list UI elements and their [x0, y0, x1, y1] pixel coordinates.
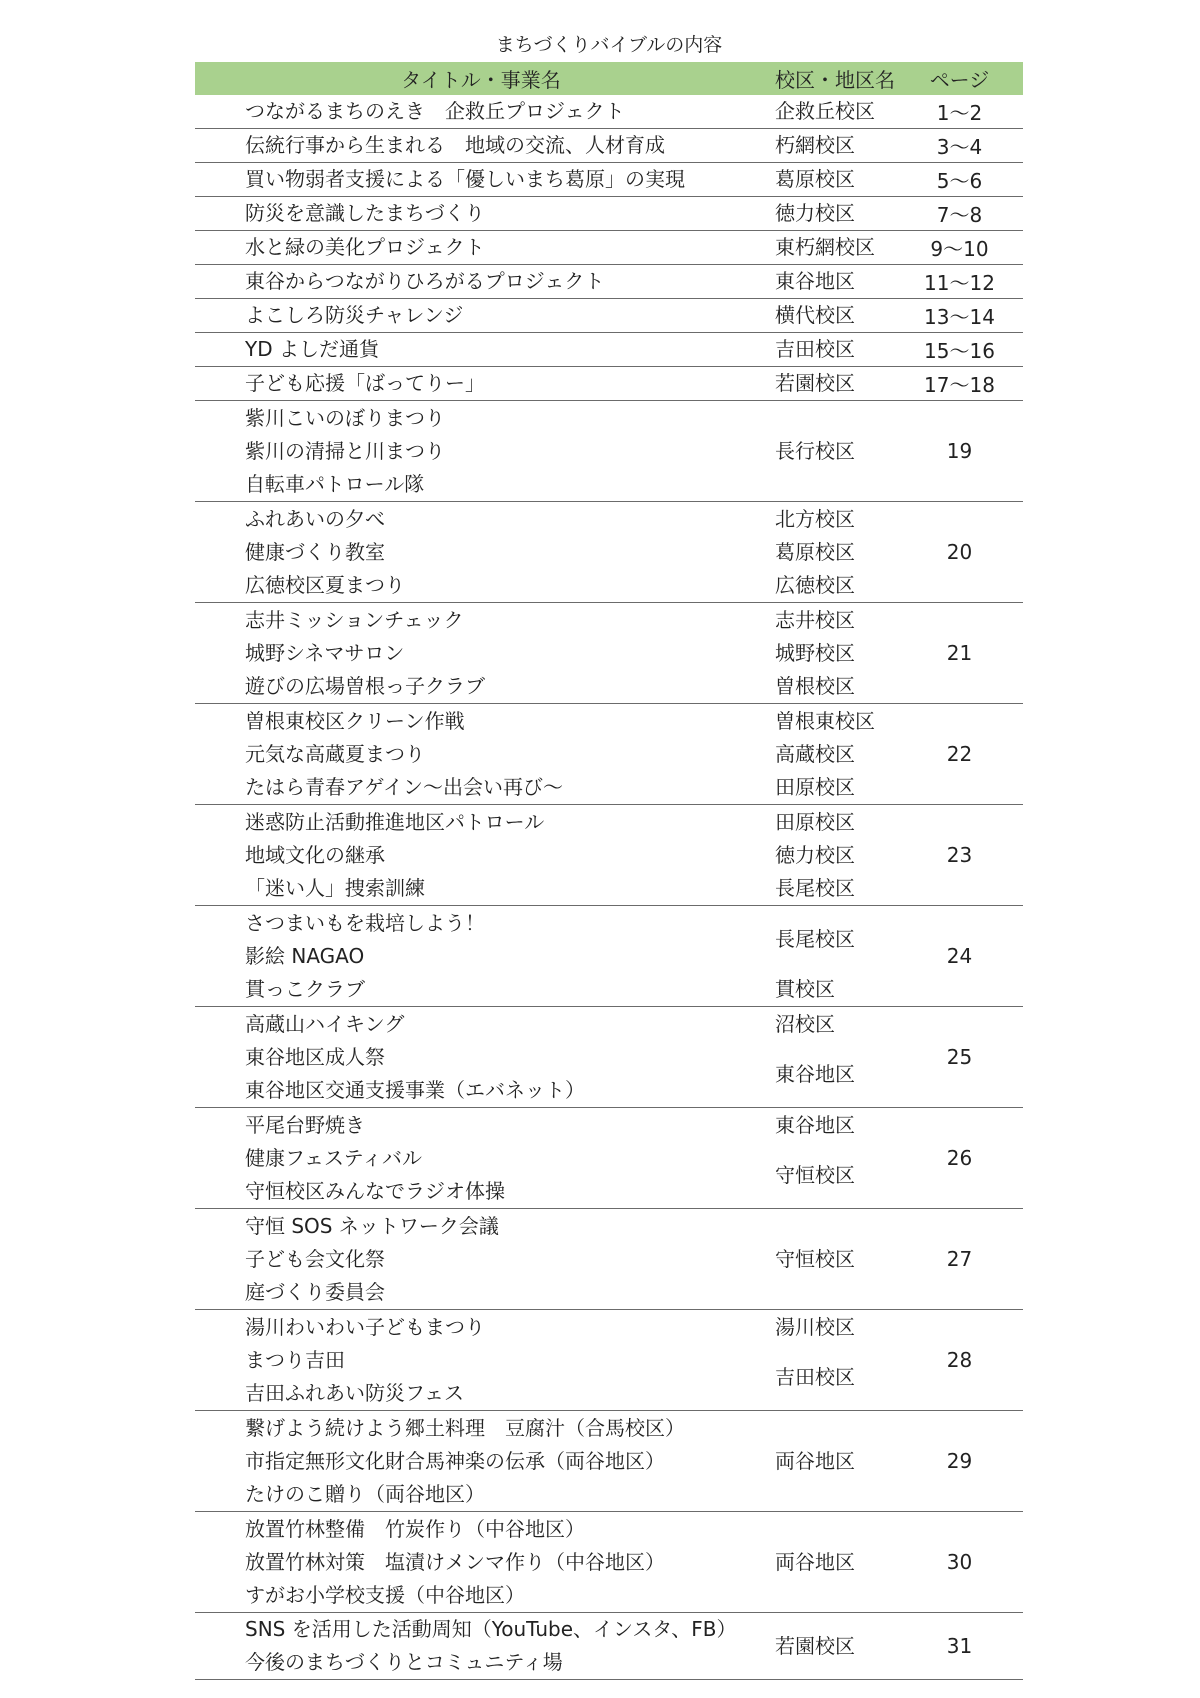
title-cell [195, 1310, 767, 1411]
district-cell [767, 1108, 896, 1209]
project-title: 紫川こいのぼりまつり [245, 405, 445, 430]
page-cell [896, 333, 1023, 367]
district-name: 横代校区 [775, 303, 855, 327]
district-name: 東谷地区 [775, 269, 855, 293]
project-title: 市指定無形文化財合馬神楽の伝承（両谷地区） [245, 1448, 665, 1473]
title-cell [195, 95, 767, 129]
project-title: つながるまちのえき 企救丘プロジェクト [245, 99, 625, 123]
page-number: 24 [946, 944, 973, 968]
page-cell [896, 1108, 1023, 1209]
district-name: 両谷地区 [775, 1550, 855, 1574]
district-name: 長尾校区 [775, 875, 855, 900]
page-cell [896, 367, 1023, 401]
title-cell [195, 502, 767, 603]
project-title: 防災を意識したまちづくり [245, 201, 485, 225]
table-row [195, 197, 1023, 231]
page-cell [896, 502, 1023, 603]
district-cell [767, 1411, 896, 1512]
project-title: 守恒 SOS ネットワーク会議 [245, 1213, 499, 1238]
district-name: 長行校区 [775, 439, 855, 463]
page-cell [896, 704, 1023, 805]
page-number: 15～16 [924, 339, 995, 363]
title-cell [195, 704, 767, 805]
title-cell [195, 1411, 767, 1512]
project-title: 元気な高蔵夏まつり [245, 741, 425, 766]
title-cell [195, 197, 767, 231]
page-number: 26 [946, 1146, 973, 1170]
title-cell [195, 265, 767, 299]
page-cell [896, 197, 1023, 231]
district-name: 企救丘校区 [775, 99, 875, 123]
district-cell [767, 1007, 896, 1108]
district-cell [767, 704, 896, 805]
title-cell [195, 906, 767, 1007]
project-title: 高蔵山ハイキング [245, 1011, 405, 1036]
project-title: YD よしだ通貨 [245, 337, 379, 361]
project-title: 地域文化の継承 [245, 842, 385, 867]
district-name: 東朽網校区 [775, 235, 875, 259]
project-title: SNS を活用した活動周知（YouTube、インスタ、FB） [245, 1617, 737, 1641]
page-number: 19 [946, 439, 973, 463]
contents-table [195, 62, 1023, 1680]
table-row [195, 1411, 1023, 1512]
project-title: 健康フェスティバル [245, 1145, 422, 1170]
page-cell [896, 1310, 1023, 1411]
project-title: 子ども応援「ばってりー」 [245, 371, 485, 395]
page-number: 17～18 [924, 373, 995, 397]
table-row [195, 805, 1023, 906]
page-number: 25 [946, 1045, 973, 1069]
project-title: 繋げよう続けよう郷土料理 豆腐汁（合馬校区） [245, 1415, 685, 1440]
title-cell [195, 401, 767, 502]
district-cell [767, 129, 896, 163]
project-title: 「迷い人」捜索訓練 [245, 875, 425, 900]
table-row [195, 367, 1023, 401]
project-title: 守恒校区みんなでラジオ体操 [245, 1178, 505, 1203]
district-name: 田原校区 [775, 809, 855, 834]
project-title: 今後のまちづくりとコミュニティ場 [245, 1650, 563, 1674]
project-title: 自転車パトロール隊 [245, 471, 425, 496]
project-title: 遊びの広場曽根っ子クラブ [245, 673, 485, 698]
table-row [195, 95, 1023, 129]
project-title: 迷惑防止活動推進地区パトロール [245, 809, 545, 834]
page-cell [896, 603, 1023, 704]
title-cell [195, 231, 767, 265]
district-cell [767, 1613, 896, 1680]
district-cell [767, 603, 896, 704]
district-cell [767, 805, 896, 906]
page-cell [896, 163, 1023, 197]
district-name: 朽網校区 [775, 133, 855, 157]
project-title: 買い物弱者支援による「優しいまち葛原」の実現 [245, 167, 685, 191]
project-title: 曽根東校区クリーン作戦 [245, 708, 465, 733]
title-cell [195, 367, 767, 401]
table-row [195, 333, 1023, 367]
district-cell [767, 401, 896, 502]
page-number: 28 [946, 1348, 973, 1372]
table-row [195, 1108, 1023, 1209]
district-cell [767, 502, 896, 603]
page-cell [896, 805, 1023, 906]
page-number: 13～14 [924, 305, 995, 329]
page-number: 9～10 [930, 237, 989, 261]
title-cell [195, 163, 767, 197]
district-name: 広徳校区 [775, 572, 855, 597]
project-title: 吉田ふれあい防災フェス [245, 1380, 464, 1405]
district-cell [767, 163, 896, 197]
page-cell [896, 1613, 1023, 1680]
table-caption: まちづくりバイブルの内容 [495, 34, 723, 56]
title-cell [195, 1209, 767, 1310]
district-name: 吉田校区 [775, 1364, 855, 1389]
project-title: すがお小学校支援（中谷地区） [245, 1582, 525, 1607]
district-cell [767, 367, 896, 401]
page-cell [896, 1411, 1023, 1512]
header-page: ページ [896, 62, 1023, 95]
page-cell [896, 129, 1023, 163]
page-cell [896, 231, 1023, 265]
page-number: 11～12 [924, 271, 995, 295]
district-name: 若園校区 [775, 1634, 855, 1658]
district-name: 葛原校区 [775, 167, 855, 191]
page-cell [896, 1209, 1023, 1310]
district-name: 湯川校区 [775, 1314, 855, 1339]
title-cell [195, 1613, 767, 1680]
project-title: 子ども会文化祭 [245, 1246, 385, 1271]
district-name: 田原校区 [775, 774, 855, 799]
district-name: 吉田校区 [775, 337, 855, 361]
page-cell [896, 1512, 1023, 1613]
page-number: 21 [946, 641, 973, 665]
page-cell [896, 906, 1023, 1007]
table-row [195, 1310, 1023, 1411]
table-row [195, 231, 1023, 265]
district-name: 若園校区 [775, 371, 855, 395]
title-cell [195, 129, 767, 163]
project-title: たけのこ贈り（両谷地区） [245, 1481, 485, 1506]
page-cell [896, 401, 1023, 502]
district-name: 高蔵校区 [775, 741, 855, 766]
table-row [195, 265, 1023, 299]
project-title: 水と緑の美化プロジェクト [245, 235, 485, 259]
project-title: まつり吉田 [245, 1347, 345, 1372]
project-title: 放置竹林対策 塩漬けメンマ作り（中谷地区） [245, 1549, 665, 1574]
district-name: 曽根校区 [775, 673, 855, 698]
district-name: 貫校区 [775, 977, 835, 1001]
project-title: 志井ミッションチェック [245, 607, 464, 632]
page-number: 22 [946, 742, 973, 766]
project-title: ふれあいの夕べ [245, 506, 385, 531]
table-row [195, 1007, 1023, 1108]
project-title: 東谷からつながりひろがるプロジェクト [245, 269, 605, 293]
title-cell [195, 1108, 767, 1209]
project-title: 湯川わいわい子どもまつり [245, 1314, 485, 1339]
header-district: 校区・地区名 [767, 62, 896, 95]
district-name: 城野校区 [775, 640, 855, 665]
district-cell [767, 1310, 896, 1411]
district-name: 沼校区 [775, 1011, 835, 1036]
project-title: 紫川の清掃と川まつり [245, 438, 445, 463]
page-number: 20 [946, 540, 973, 564]
table-row [195, 299, 1023, 333]
district-name: 曽根東校区 [775, 708, 875, 733]
page-number: 23 [946, 843, 973, 867]
project-title: たはら青春アゲイン～出会い再び～ [245, 774, 563, 799]
page-number: 31 [946, 1634, 973, 1658]
project-title: さつまいもを栽培しよう！ [245, 910, 485, 935]
district-cell [767, 1209, 896, 1310]
project-title: 東谷地区成人祭 [245, 1044, 385, 1069]
district-cell [767, 1512, 896, 1613]
district-cell [767, 265, 896, 299]
table-row [195, 1512, 1023, 1613]
district-name: 徳力校区 [775, 201, 855, 225]
title-cell [195, 333, 767, 367]
page-cell [896, 95, 1023, 129]
page-cell [896, 299, 1023, 333]
project-title: 伝統行事から生まれる 地域の交流、人材育成 [245, 133, 665, 157]
table-row [195, 906, 1023, 1007]
page-number: 3～4 [936, 135, 983, 159]
project-title: 影絵 NAGAO [245, 943, 365, 968]
district-name: 北方校区 [775, 506, 855, 531]
title-cell [195, 299, 767, 333]
table-row [195, 1209, 1023, 1310]
project-title: 城野シネマサロン [245, 640, 405, 665]
district-name: 守恒校区 [775, 1247, 855, 1271]
table-row [195, 401, 1023, 502]
district-cell [767, 333, 896, 367]
project-title: 健康づくり教室 [245, 539, 385, 564]
project-title: 放置竹林整備 竹炭作り（中谷地区） [245, 1516, 585, 1541]
table-body [195, 95, 1023, 1680]
table-row [195, 603, 1023, 704]
district-name: 徳力校区 [775, 842, 855, 867]
table-row [195, 704, 1023, 805]
district-name: 長尾校区 [775, 927, 855, 951]
page-number: 29 [946, 1449, 973, 1473]
district-cell [767, 95, 896, 129]
table-row [195, 163, 1023, 197]
district-name: 守恒校区 [775, 1162, 855, 1187]
district-name: 葛原校区 [775, 539, 855, 564]
title-cell [195, 1512, 767, 1613]
page-cell [896, 1007, 1023, 1108]
project-title: 貫っこクラブ [245, 976, 365, 1001]
district-cell [767, 231, 896, 265]
project-title: 庭づくり委員会 [245, 1279, 385, 1304]
district-name: 東谷地区 [775, 1061, 855, 1086]
district-name: 両谷地区 [775, 1449, 855, 1473]
page-number: 7～8 [936, 203, 983, 227]
project-title: 東谷地区交通支援事業（エバネット） [245, 1077, 585, 1102]
header-title: タイトル・事業名 [195, 62, 767, 95]
title-cell [195, 1007, 767, 1108]
district-cell [767, 906, 896, 1007]
district-name: 東谷地区 [775, 1112, 855, 1137]
project-title: 平尾台野焼き [245, 1112, 365, 1137]
table-row [195, 129, 1023, 163]
table-row [195, 502, 1023, 603]
table-row [195, 1613, 1023, 1680]
page-number: 27 [946, 1247, 973, 1271]
page-cell [896, 265, 1023, 299]
table-header [195, 62, 1023, 95]
title-cell [195, 805, 767, 906]
district-cell [767, 299, 896, 333]
district-name: 志井校区 [775, 607, 855, 632]
project-title: よこしろ防災チャレンジ [245, 303, 464, 327]
title-cell [195, 603, 767, 704]
page-number: 30 [946, 1550, 973, 1574]
page-number: 5～6 [936, 169, 983, 193]
project-title: 広徳校区夏まつり [245, 572, 405, 597]
district-cell [767, 197, 896, 231]
page-number: 1～2 [936, 101, 983, 125]
